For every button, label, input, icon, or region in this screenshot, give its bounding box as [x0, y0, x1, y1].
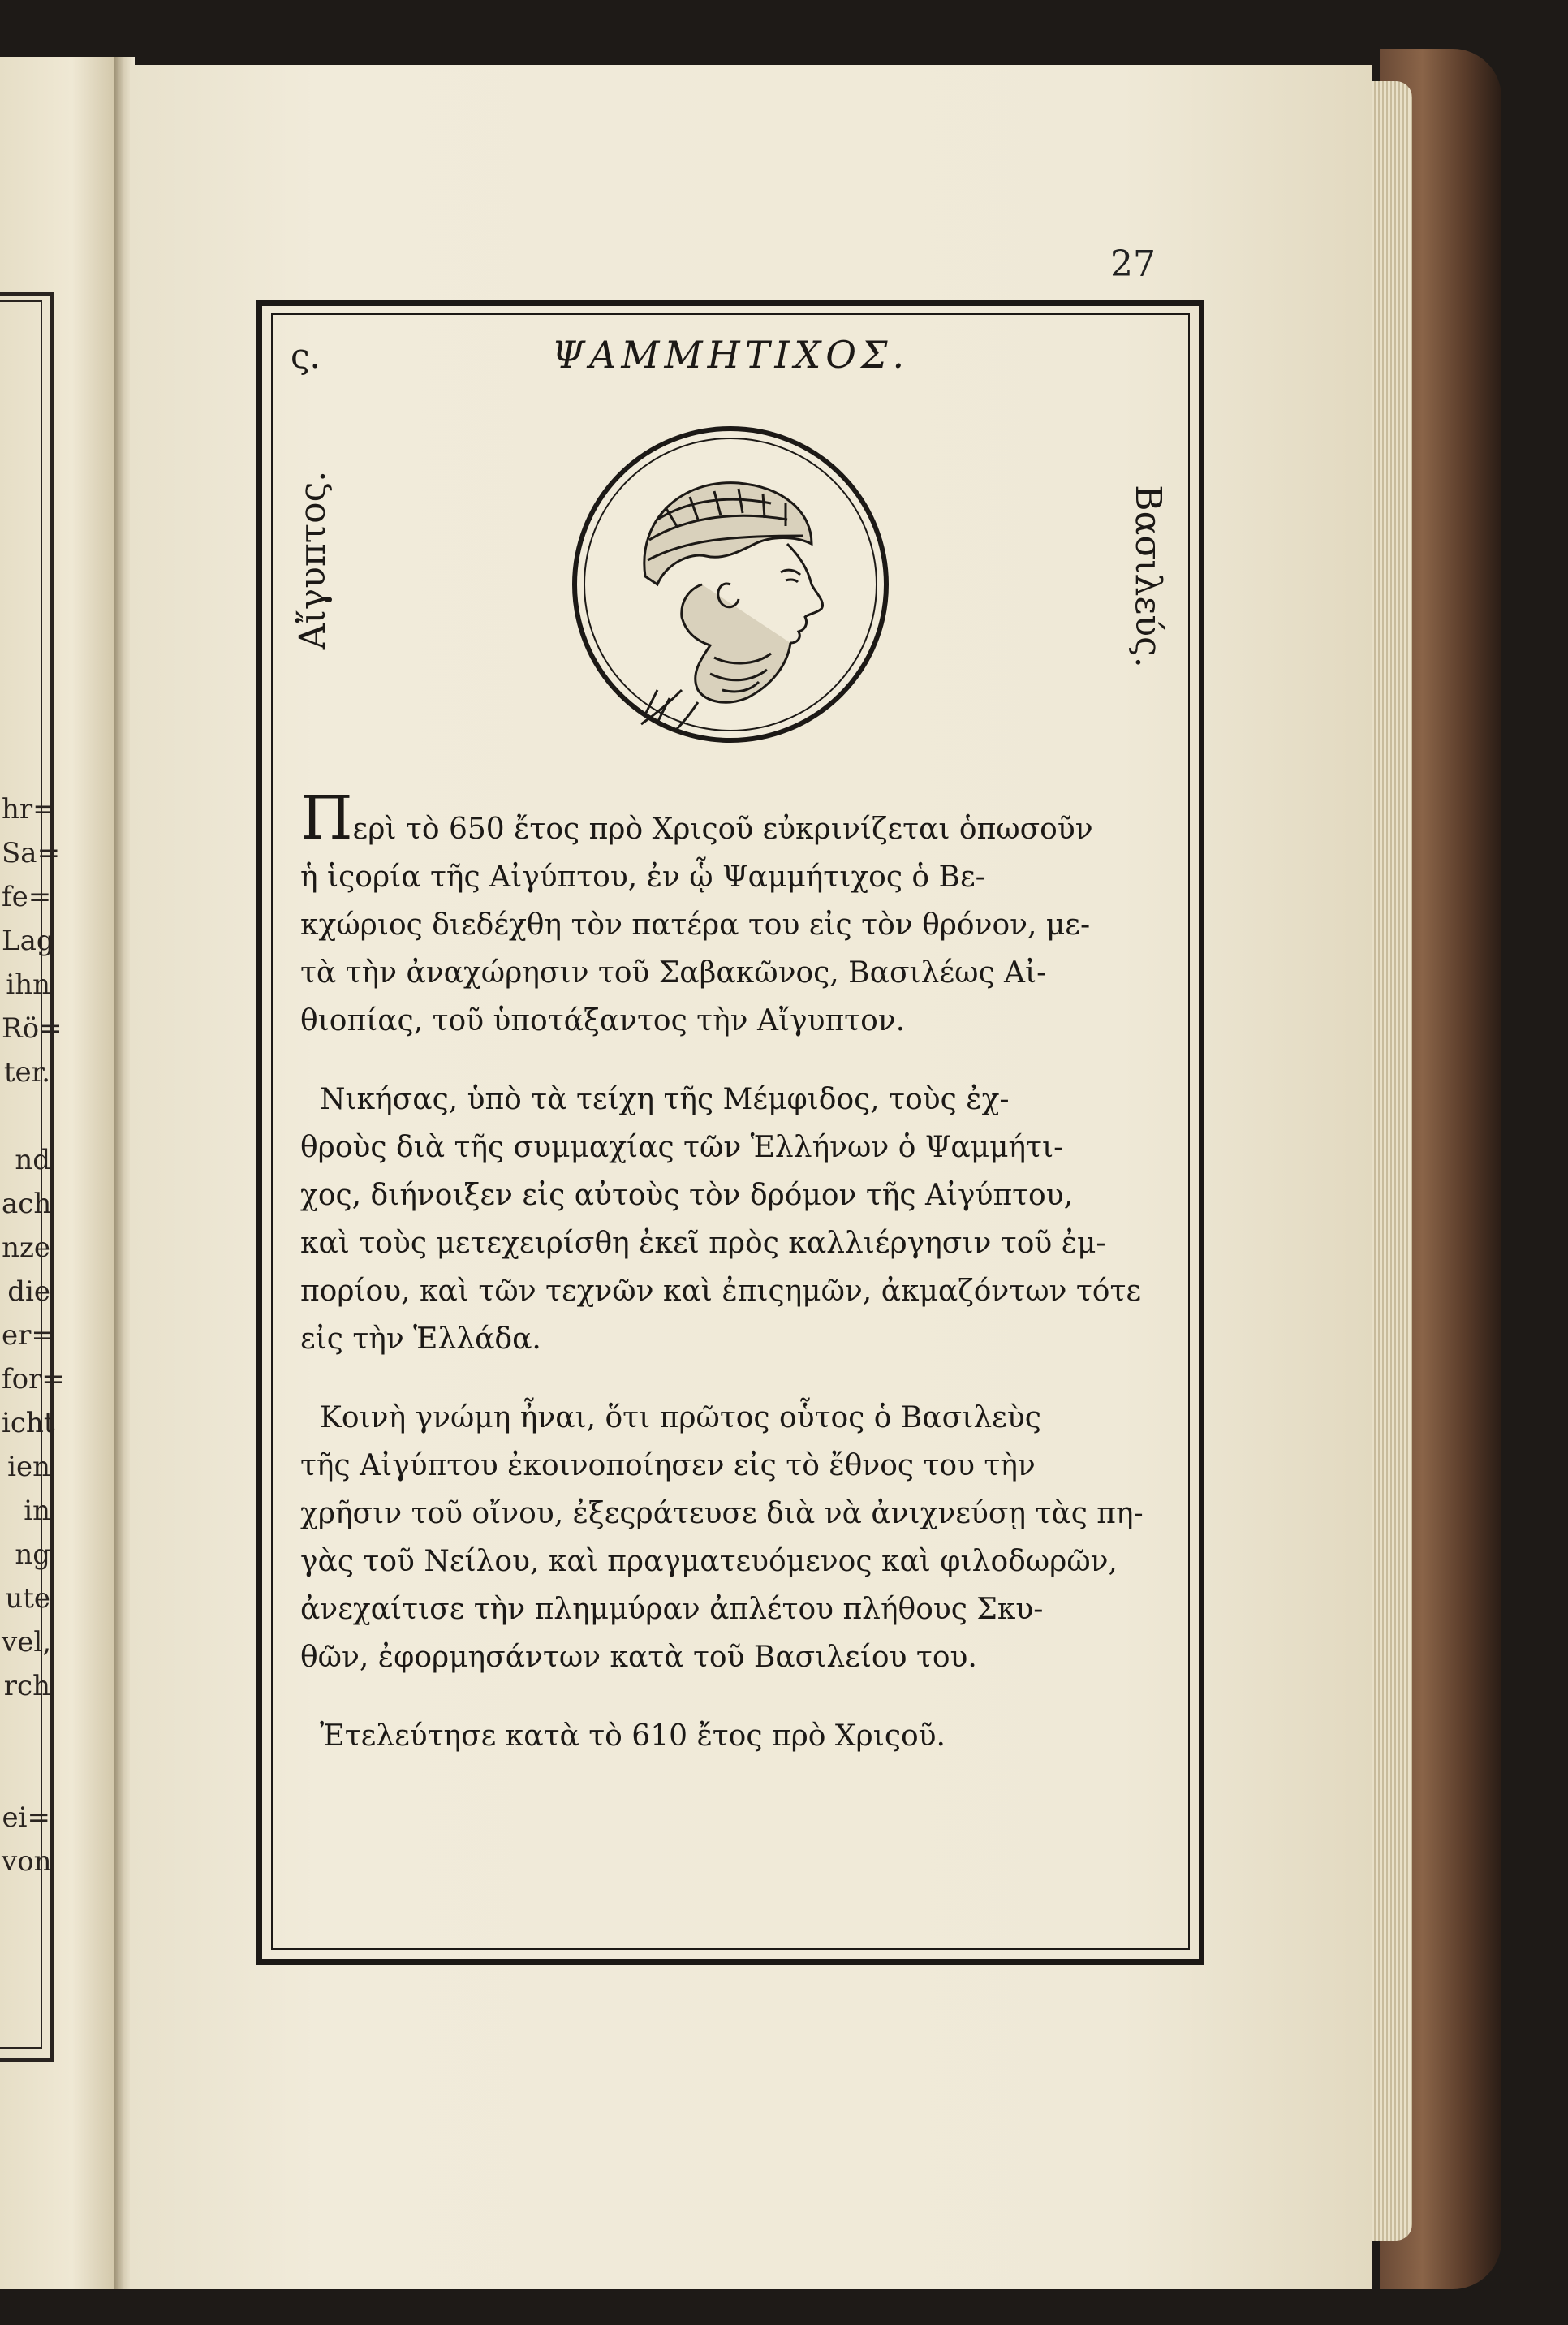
text-line: γὰς τοῦ Νείλου, καὶ πραγματευόμενος καὶ φιλοδωρῶν, — [300, 1545, 1118, 1578]
text-line: θροὺς διὰ τῆς συμμαχίας τῶν Ἑλλήνων ὁ Ψαμμήτι- — [300, 1131, 1064, 1164]
text-line: Νικήσας, ὑπὸ τὰ τείχη τῆς Μέμφιδος, τοὺς ἐχ- — [320, 1083, 1010, 1116]
left-page-text-fragments: hr= Sa= fe= Lag ihn Rö= ter. nd ach nze die er= for= icht ien in ng ute vel, rch ei= von — [2, 793, 65, 1878]
text-line: τὰ τὴν ἀναχώρησιν τοῦ Σαβακῶνος, Βασιλέως Αἰ- — [300, 956, 1047, 990]
paragraph-2 — [300, 1076, 1177, 1363]
text-line: Κοινὴ γνώμη ἦναι, ὅτι πρῶτος οὗτος ὁ Βασιλεὺς — [320, 1401, 1041, 1434]
portrait-medallion — [568, 422, 893, 747]
page-title: ΨΑΜΜΗΤΙΧΟΣ. — [551, 333, 910, 377]
text-line: χος, διήνοιξεν εἰς αὐτοὺς τὸν δρόμον τῆς Αἰγύπτου, — [300, 1179, 1074, 1212]
side-label-right: Βασιλεύς. — [1127, 485, 1169, 668]
section-mark: ς. — [291, 336, 321, 376]
text-line: κχώριος διεδέχθη τὸν πατέρα του εἰς τὸν θρόνον, με- — [300, 908, 1091, 942]
left-page — [0, 57, 120, 2289]
text-line: χρῆσιν τοῦ οἴνου, ἐξεςράτευσε διὰ νὰ ἀνιχνεύσῃ τὰς πη- — [300, 1497, 1144, 1530]
text-line: πορίου, καὶ τῶν τεχνῶν καὶ ἐπιςημῶν, ἀκμαζόντων τότε — [300, 1275, 1142, 1308]
drop-cap: Π — [300, 783, 353, 853]
text-line: τῆς Αἰγύπτου ἐκοινοποίησεν εἰς τὸ ἔθνος του τὴν — [300, 1449, 1036, 1482]
body-text — [300, 783, 1177, 1791]
text-line: Περὶ τὸ 650 ἔτος πρὸ Χριςοῦ εὐκρινίζεται ὁπωσοῦν — [300, 783, 1093, 853]
text-line: ἀνεχαίτισε τὴν πλημμύραν ἀπλέτου πλήθους Σκυ- — [300, 1593, 1044, 1626]
text-line: θιοπίας, τοῦ ὑποτάξαντος τὴν Αἴγυπτον. — [300, 1004, 906, 1037]
text-line: θῶν, ἐφορμησάντων κατὰ τοῦ Βασιλείου του. — [300, 1641, 977, 1674]
text-line: ἡ ἱςορία τῆς Αἰγύπτου, ἐν ᾧ Ψαμμήτιχος ὁ Βε- — [300, 861, 985, 894]
text-line: εἰς τὴν Ἑλλάδα. — [300, 1322, 541, 1356]
paragraph-3 — [300, 1394, 1177, 1681]
text-line: Ἐτελεύτησε κατὰ τὸ 610 ἔτος πρὸ Χριςοῦ. — [320, 1719, 946, 1753]
paragraph-4 — [300, 1712, 1177, 1760]
page-number: 27 — [1110, 244, 1156, 285]
text-line: καὶ τοὺς μετεχειρίσθη ἐκεῖ πρὸς καλλιέργησιν τοῦ ἐμ- — [300, 1227, 1106, 1260]
paragraph-1 — [300, 783, 1177, 1045]
side-label-left: Αἴγυπτος. — [292, 470, 334, 650]
